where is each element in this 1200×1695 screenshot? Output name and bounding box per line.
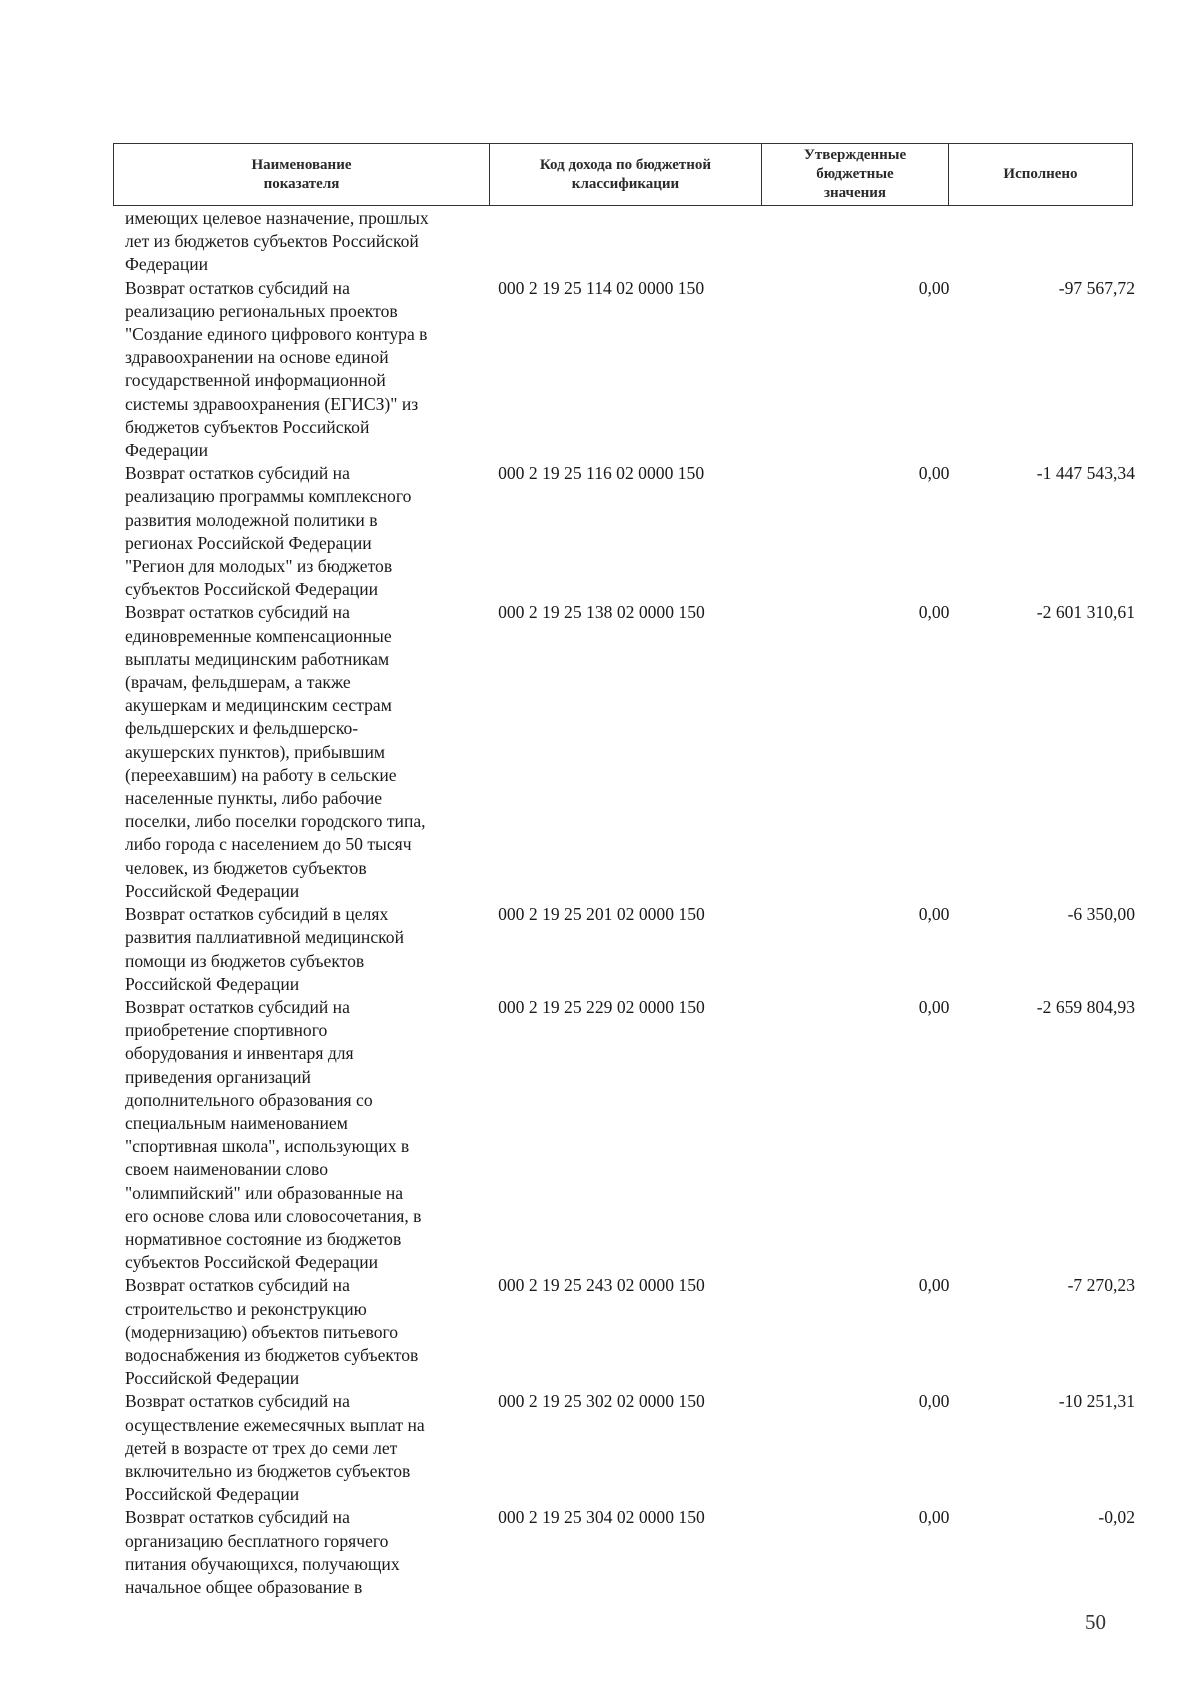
- table-header: [113, 143, 1133, 206]
- row-code: 000 2 19 25 114 02 0000 150: [498, 277, 705, 298]
- row-code: 000 2 19 25 116 02 0000 150: [498, 463, 705, 484]
- header-name: Наименование показателя: [114, 144, 490, 205]
- row-plan: 0,00: [918, 277, 950, 298]
- row-done: -0,02: [1098, 1507, 1135, 1528]
- row-name: Возврат остатков субсидий на приобретение спортивного оборудования и инвентаря для приведения организаций дополнительного образования со специальным наименованием "спортивная школа", использующих в своем наименовании слово "олимпийский" или образованные на его основе слова или словосочетания, в нормативное состояние из бюджетов субъектов Российской Федерации: [125, 996, 422, 1273]
- row-done: -2 659 804,93: [1036, 996, 1135, 1017]
- row-name: Возврат остатков субсидий в целях развития паллиативной медицинской помощи из бюджетов субъектов Российской Федерации: [125, 904, 405, 994]
- table-row: [125, 601, 1135, 903]
- row-done: -97 567,72: [1058, 277, 1135, 298]
- table-row: [125, 903, 1135, 996]
- row-plan: 0,00: [918, 904, 950, 925]
- row-done: -10 251,31: [1058, 1391, 1135, 1412]
- row-name: имеющих целевое назначение, прошлых лет из бюджетов субъектов Российской Федерации: [125, 208, 429, 275]
- table-row: [125, 207, 1135, 277]
- page-number: 50: [1085, 1610, 1106, 1634]
- row-plan: 0,00: [918, 602, 950, 623]
- row-name: Возврат остатков субсидий на единовременные компенсационные выплаты медицинским работникам (врачам, фельдшерам, а также акушеркам и медицинским сестрам фельдшерских и фельдшерско- акушерских пунктов), прибывшим (переехавшим) на работу в сельские населенные пункты, либо рабочие поселки, либо поселки городского типа, либо города с населением до 50 тысяч человек, из бюджетов субъектов Российской Федерации: [125, 602, 426, 901]
- row-plan: 0,00: [918, 996, 950, 1017]
- row-code: 000 2 19 25 304 02 0000 150: [498, 1507, 705, 1528]
- row-name: Возврат остатков субсидий на реализацию региональных проектов "Создание единого цифрового контура в здравоохранении на основе единой государственной информационной системы здравоохранения (ЕГИСЗ)" из бюджетов субъектов Российской Федерации: [125, 277, 428, 461]
- table-row: [125, 1274, 1135, 1390]
- row-name: Возврат остатков субсидий на строительство и реконструкцию (модернизацию) объектов питьевого водоснабжения из бюджетов субъектов Российской Федерации: [125, 1275, 419, 1389]
- table-row: [125, 1390, 1135, 1506]
- table-row: [125, 1506, 1135, 1599]
- header-done: Исполнено: [1003, 166, 1078, 182]
- row-done: -7 270,23: [1067, 1275, 1135, 1296]
- row-plan: 0,00: [918, 1391, 950, 1412]
- table-row: [125, 996, 1135, 1274]
- row-done: -1 447 543,34: [1036, 463, 1135, 484]
- row-code: 000 2 19 25 243 02 0000 150: [498, 1275, 705, 1296]
- row-done: -6 350,00: [1067, 904, 1135, 925]
- header-code: Код дохода по бюджетной классификации: [490, 144, 762, 205]
- table-body: [125, 207, 1135, 1599]
- table-row: [125, 277, 1135, 463]
- row-name: Возврат остатков субсидий на организацию бесплатного горячего питания обучающихся, получающих начальное общее образование в: [125, 1507, 400, 1597]
- row-plan: 0,00: [918, 1507, 950, 1528]
- row-code: 000 2 19 25 138 02 0000 150: [498, 602, 705, 623]
- row-code: 000 2 19 25 201 02 0000 150: [498, 904, 705, 925]
- row-done: -2 601 310,61: [1036, 602, 1135, 623]
- row-code: 000 2 19 25 229 02 0000 150: [498, 996, 705, 1017]
- row-code: 000 2 19 25 302 02 0000 150: [498, 1391, 705, 1412]
- row-plan: 0,00: [918, 463, 950, 484]
- table-row: [125, 462, 1135, 601]
- row-name: Возврат остатков субсидий на осуществление ежемесячных выплат на детей в возрасте от трех до семи лет включительно из бюджетов субъектов Российской Федерации: [125, 1391, 425, 1505]
- header-plan: Утвержденные бюджетные значения: [762, 144, 949, 205]
- row-plan: 0,00: [918, 1275, 950, 1296]
- row-name: Возврат остатков субсидий на реализацию программы комплексного развития молодежной политики в регионах Российской Федерации "Регион для молодых" из бюджетов субъектов Российской Федерации: [125, 463, 412, 600]
